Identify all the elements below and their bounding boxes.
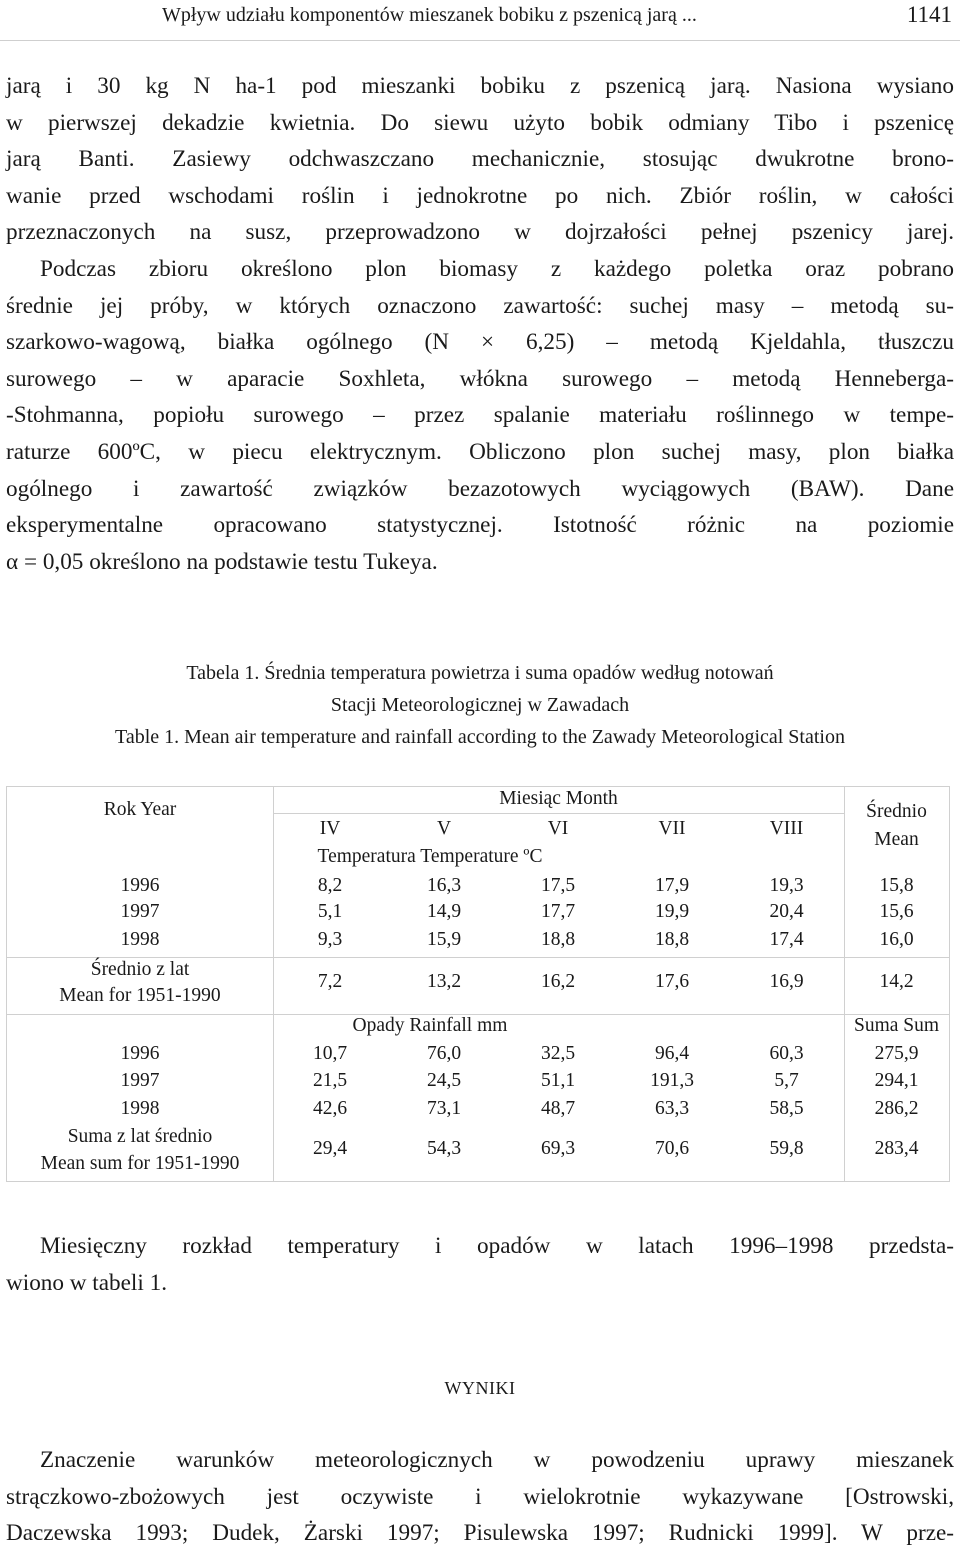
table-cell: 14,9 (426, 901, 462, 922)
temp-year-1997: 1997 (120, 901, 160, 922)
table-cell: 54,3 (426, 1138, 462, 1159)
rain-year-1998: 1998 (120, 1098, 160, 1119)
month-vi: VI (547, 818, 569, 839)
table-cell: 18,8 (654, 929, 690, 950)
text-line: przeznaczonych na susz, przeprowadzono w dojrzałości pełnej pszenicy jarej. (6, 219, 954, 246)
text-line: Podczas zbioru określono plon biomasy z każdego poletka oraz pobrano (40, 255, 954, 282)
text-line: eksperymentalne opracowano statystycznej. Istotność różnic na poziomie (6, 512, 954, 539)
text-line: raturze 600ºC, w piecu elektrycznym. Obliczono plon suchej masy, plon białka (6, 438, 954, 465)
temp-year-1998: 1998 (120, 929, 160, 950)
table-cell: 275,9 (874, 1043, 919, 1064)
table-cell: 14,2 (879, 971, 914, 992)
table-cell: 42,6 (312, 1098, 348, 1119)
table-cell: 51,1 (540, 1070, 576, 1091)
temp-year-1996: 1996 (120, 875, 160, 896)
table-cell: 15,9 (426, 929, 462, 950)
month-v: V (436, 818, 452, 839)
rain-year-1996: 1996 (120, 1043, 160, 1064)
table-cell: 283,4 (874, 1138, 919, 1159)
month-vii: VII (658, 818, 686, 839)
table-cell: 5,1 (317, 901, 343, 922)
table-caption-pl-2: Stacji Meteorologicznej w Zawadach (330, 694, 630, 716)
year-header: Rok Year (103, 799, 177, 820)
text-line: jarą Banti. Zasiewy odchwaszczano mechanicznie, stosując dwukrotne brono- (6, 146, 954, 173)
table-cell: 32,5 (540, 1043, 576, 1064)
section-heading (0, 1378, 960, 1399)
text-line: -Stohmanna, popiołu surowego – przez spalanie materiału roślinnego w tempe- (6, 402, 954, 429)
table-cell: 21,5 (312, 1070, 348, 1091)
text-line: wiono w tabeli 1. (6, 1269, 167, 1296)
running-head (0, 0, 960, 41)
month-viii: VIII (769, 818, 804, 839)
table-cell: 58,5 (769, 1098, 804, 1119)
methods-paragraph (6, 68, 954, 580)
rain-mean-label-2: Mean sum for 1951-1990 (40, 1153, 240, 1174)
temp-mean-label-1: Średnio z lat (90, 959, 190, 980)
month-header: Miesiąc Month (499, 788, 618, 809)
table-cell: 13,2 (426, 971, 462, 992)
table-cell: 19,3 (769, 875, 804, 896)
table-cell: 286,2 (874, 1098, 919, 1119)
table-cell: 17,5 (540, 875, 576, 896)
table-cell: 16,0 (879, 929, 914, 950)
text-line: surowego – w aparacie Soxhleta, włókna surowego – metodą Henneberga- (6, 365, 954, 392)
table-cell: 16,2 (540, 971, 576, 992)
table-cell: 7,2 (317, 971, 343, 992)
text-line: Daczewska 1993; Dudek, Żarski 1997; Pisulewska 1997; Rudnicki 1999]. W prze- (6, 1520, 954, 1547)
table-cell: 59,8 (769, 1138, 804, 1159)
table-caption-pl-1: Tabela 1. Średnia temperatura powietrza i suma opadów według notowań (186, 662, 774, 684)
text-line: wanie przed wschodami roślin i jednokrotne po nich. Zbiór roślin, w całości (6, 182, 954, 209)
table-cell: 15,8 (879, 875, 914, 896)
table-cell: 69,3 (540, 1138, 576, 1159)
month-iv: IV (319, 818, 341, 839)
rainfall-header: Opady Rainfall mm (352, 1015, 508, 1036)
text-line: Znaczenie warunków meteorologicznych w powodzeniu uprawy mieszanek (40, 1447, 954, 1473)
text-line: Miesięczny rozkład temperatury i opadów w latach 1996–1998 przedsta- (40, 1233, 954, 1259)
table-cell: 10,7 (312, 1043, 348, 1064)
mean-header-1: Średnio (866, 801, 927, 822)
text-line: w pierwszej dekadzie kwietnia. Do siewu użyto bobik odmiany Tibo i pszenicę (6, 109, 954, 136)
rain-year-1997: 1997 (120, 1070, 160, 1091)
results-paragraph (6, 1442, 954, 1552)
table-cell: 17,4 (769, 929, 804, 950)
table-cell: 294,1 (874, 1070, 919, 1091)
table-cell: 24,5 (426, 1070, 462, 1091)
temperature-header: Temperatura Temperature ºC (317, 846, 543, 867)
table-cell: 76,0 (426, 1043, 462, 1064)
text-line: szarkowo-wagową, białka ogólnego (N × 6,25) – metodą Kjeldahla, tłuszczu (6, 329, 954, 356)
text-line: średnie jej próby, w których oznaczono zawartość: suchej masy – metodą su- (6, 292, 954, 319)
table-cell: 17,6 (654, 971, 690, 992)
table-cell: 8,2 (317, 875, 343, 896)
table-cell: 20,4 (769, 901, 804, 922)
weather-table (6, 786, 950, 1182)
text-line: α = 0,05 określono na podstawie testu Tukeya. (6, 548, 438, 575)
table-caption-en: Table 1. Mean air temperature and rainfall according to the Zawady Meteorological Station (115, 726, 845, 748)
rain-mean-label-1: Suma z lat średnio (67, 1126, 213, 1147)
text-line: ogólnego i zawartość związków bezazotowych wyciągowych (BAW). Dane (6, 475, 954, 502)
page-number: 1141 (906, 2, 952, 27)
text-line: strączkowo-zbożowych jest oczywiste i wielokrotnie wykazywane [Ostrowski, (6, 1483, 954, 1510)
running-head-title: Wpływ udziału komponentów mieszanek bobiku z pszenicą jarą ... (162, 4, 697, 26)
table-summary-paragraph (6, 1228, 954, 1301)
section-heading-text: WYNIKI (444, 1378, 516, 1398)
table-cell: 9,3 (317, 929, 343, 950)
table-cell: 16,9 (769, 971, 804, 992)
table-cell: 29,4 (312, 1138, 348, 1159)
table-cell: 48,7 (540, 1098, 576, 1119)
sum-header: Suma Sum (853, 1015, 940, 1036)
table-cell: 19,9 (654, 901, 690, 922)
table-cell: 18,8 (540, 929, 576, 950)
mean-header-2: Mean (874, 829, 919, 850)
table-cell: 16,3 (426, 875, 462, 896)
text-line: jarą i 30 kg N ha-1 pod mieszanki bobiku z pszenicą jarą. Nasiona wysiano (6, 73, 954, 99)
table-cell: 15,6 (879, 901, 914, 922)
table-cell: 73,1 (426, 1098, 462, 1119)
table-cell: 5,7 (774, 1070, 799, 1091)
table-cell: 63,3 (654, 1098, 690, 1119)
temp-mean-label-2: Mean for 1951-1990 (59, 985, 221, 1006)
table-cell: 17,7 (540, 901, 576, 922)
table-cell: 60,3 (769, 1043, 804, 1064)
table-cell: 70,6 (654, 1138, 690, 1159)
table-cell: 191,3 (650, 1070, 694, 1091)
table-cell: 17,9 (654, 875, 690, 896)
table-cell: 96,4 (654, 1043, 690, 1064)
